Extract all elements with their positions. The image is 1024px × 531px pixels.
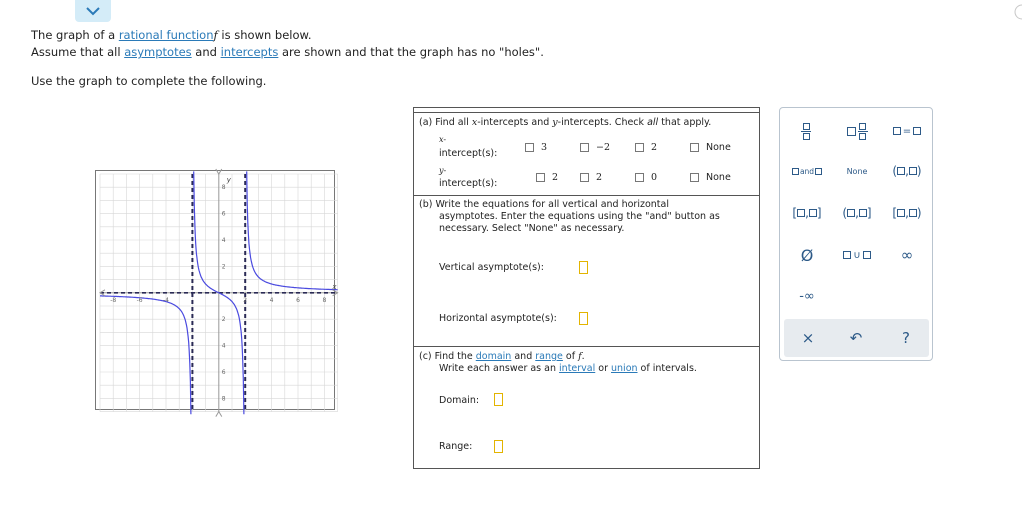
prompt-text: -intercepts. Check [557, 117, 648, 128]
option-label: None [706, 172, 731, 183]
and-text: and [799, 166, 815, 176]
open-interval-button[interactable] [886, 160, 928, 182]
x-option-2[interactable] [635, 142, 657, 153]
chevron-down-icon [86, 7, 100, 16]
mixed-number-button[interactable] [838, 118, 876, 144]
none-button[interactable]: None [846, 166, 868, 176]
domain-label: Domain: [439, 395, 480, 406]
y-option-none[interactable] [690, 172, 731, 183]
graph-canvas [96, 171, 337, 409]
checkbox[interactable] [536, 173, 545, 182]
close-icon: × [801, 329, 815, 347]
part-a-prompt [419, 117, 711, 128]
and-icon [792, 167, 822, 176]
option-label: 2 [552, 172, 559, 183]
divider [413, 346, 760, 347]
x-tick-label: -4 [163, 296, 169, 304]
prompt-text: Write each answer as an [439, 363, 560, 374]
prompt-text: (c) Find the [419, 351, 476, 362]
instruction-text: Use the graph to complete the following. [31, 74, 267, 88]
y-tick-label: 6 [221, 369, 226, 376]
y-option-0[interactable] [536, 172, 558, 183]
checkbox[interactable] [635, 173, 644, 182]
help-icon: ? [902, 329, 910, 347]
part-b-prompt-1: (b) Write the equations for all vertical and horizontal [419, 199, 669, 210]
option-label: 2 [651, 142, 658, 153]
clear-button[interactable] [796, 328, 820, 348]
option-label: 0 [651, 172, 658, 183]
prompt-emphasis: all [647, 117, 659, 128]
infinity-button[interactable]: ∞ [900, 246, 914, 264]
y-tick-label: 8 [221, 184, 226, 192]
y-intercept-var: y- [439, 166, 447, 175]
axis-arrow [216, 169, 222, 174]
curve-branch-right [247, 171, 338, 289]
option-label: None [706, 142, 731, 153]
horizontal-asymptote-label: Horizontal asymptote(s): [439, 313, 557, 324]
x-option-0[interactable] [525, 142, 547, 153]
equals-button[interactable] [888, 120, 926, 142]
interval-link[interactable]: interval [559, 363, 596, 374]
part-c-prompt-1 [419, 351, 585, 362]
math-palette [779, 107, 933, 361]
negative-infinity-button[interactable]: -∞ [799, 288, 815, 304]
y-tick-label: 6 [221, 210, 226, 218]
undo-button[interactable] [844, 328, 868, 348]
range-label: Range: [439, 441, 473, 452]
half-open-left-icon: ( , ] [842, 206, 872, 220]
checkbox[interactable] [635, 143, 644, 152]
intro-text: and [191, 45, 221, 59]
domain-input[interactable] [494, 393, 503, 406]
y-tick-label: 2 [221, 263, 226, 271]
range-input[interactable] [494, 440, 503, 453]
range-link[interactable]: range [535, 351, 563, 362]
vertical-asymptote-input[interactable] [579, 261, 588, 274]
checkbox[interactable] [525, 143, 534, 152]
collapse-button[interactable] [75, 0, 111, 22]
function-graph [95, 170, 335, 410]
prompt-text: (a) Find all [419, 117, 472, 128]
intro-text: The graph of a [31, 28, 119, 42]
function-var: f [213, 28, 218, 42]
mixed-number-icon [847, 123, 868, 140]
vertical-asymptote-label: Vertical asymptote(s): [439, 262, 544, 273]
empty-set-button[interactable]: Ø [800, 245, 814, 265]
fraction-button[interactable] [792, 118, 820, 144]
divider [413, 195, 760, 196]
x-tick-label: 4 [269, 296, 274, 304]
checkbox[interactable] [580, 173, 589, 182]
undo-icon: ↶ [849, 329, 863, 347]
union-link[interactable]: union [611, 363, 638, 374]
half-open-right-button[interactable] [886, 202, 928, 224]
x-option-1[interactable] [580, 142, 610, 153]
intro-text: is shown below. [217, 28, 312, 42]
y-option-2[interactable] [635, 172, 657, 183]
question-panel [413, 107, 760, 469]
y-option-1[interactable] [580, 172, 602, 183]
x-intercept-var: x- [439, 135, 447, 144]
part-b-prompt-2: asymptotes. Enter the equations using the "and" button as [439, 211, 720, 222]
and-button[interactable] [786, 161, 828, 181]
intro-text: are shown and that the graph has no "holes". [278, 45, 544, 59]
fraction-icon [801, 123, 811, 140]
x-option-none[interactable] [690, 142, 731, 153]
union-button[interactable] [838, 244, 876, 266]
half-open-right-icon: [ , ) [892, 206, 922, 220]
checkbox[interactable] [690, 173, 699, 182]
palette-action-bar [784, 319, 929, 357]
checkbox[interactable] [580, 143, 589, 152]
prompt-text: . [581, 351, 585, 362]
prompt-text: and [511, 351, 536, 362]
prompt-text: -intercepts and [477, 117, 553, 128]
intro-text: Assume that all [31, 45, 125, 59]
x-intercept-label: intercept(s): [439, 148, 498, 159]
x-tick-label: 8 [322, 296, 327, 304]
x-tick-label: 6 [296, 296, 300, 304]
x-var: x [471, 117, 478, 128]
checkbox[interactable] [690, 143, 699, 152]
y-tick-label: 2 [221, 316, 226, 324]
y-tick-label: 4 [221, 342, 226, 350]
x-axis-label: x [332, 282, 337, 291]
prompt-text: that apply. [658, 117, 712, 128]
divider [413, 112, 760, 113]
prompt-text: of intervals. [637, 363, 697, 374]
domain-link[interactable]: domain [475, 351, 512, 362]
half-open-left-button[interactable] [836, 202, 878, 224]
curve-branch-left [100, 296, 191, 414]
x-tick-label: 2 [243, 296, 248, 304]
closed-interval-icon: [ , ] [792, 206, 822, 220]
intro-line-1 [31, 28, 312, 42]
asymptotes-link[interactable]: asymptotes [124, 45, 192, 59]
y-tick-label: 8 [221, 395, 226, 403]
union-icon: ∪ [843, 250, 870, 261]
intro-line-2 [31, 45, 544, 59]
y-intercept-label: intercept(s): [439, 178, 498, 189]
y-axis-label: y [226, 175, 231, 184]
option-label: 3 [541, 142, 548, 153]
option-label: 2 [596, 172, 603, 183]
horizontal-asymptote-input[interactable] [579, 312, 588, 325]
closed-interval-button[interactable] [786, 202, 828, 224]
rational-function-link[interactable]: rational function [118, 28, 214, 42]
y-var: y [552, 117, 558, 128]
prompt-text: of [562, 351, 579, 362]
part-b-prompt-3: necessary. Select "None" as necessary. [439, 223, 625, 234]
part-c-prompt-2 [439, 363, 697, 374]
open-interval-icon: ( , ) [892, 164, 922, 178]
y-tick-label: 4 [221, 237, 226, 244]
axis-arrow [216, 412, 222, 417]
prompt-text: or [595, 363, 612, 374]
side-handle-icon[interactable] [1012, 4, 1024, 20]
help-button[interactable] [894, 328, 918, 348]
option-label: −2 [596, 142, 611, 153]
function-var: f [578, 351, 582, 362]
x-tick-label: -8 [110, 296, 117, 304]
intercepts-link[interactable]: intercepts [220, 45, 279, 59]
x-tick-label: -6 [136, 296, 143, 304]
equation-icon: = [893, 126, 921, 137]
